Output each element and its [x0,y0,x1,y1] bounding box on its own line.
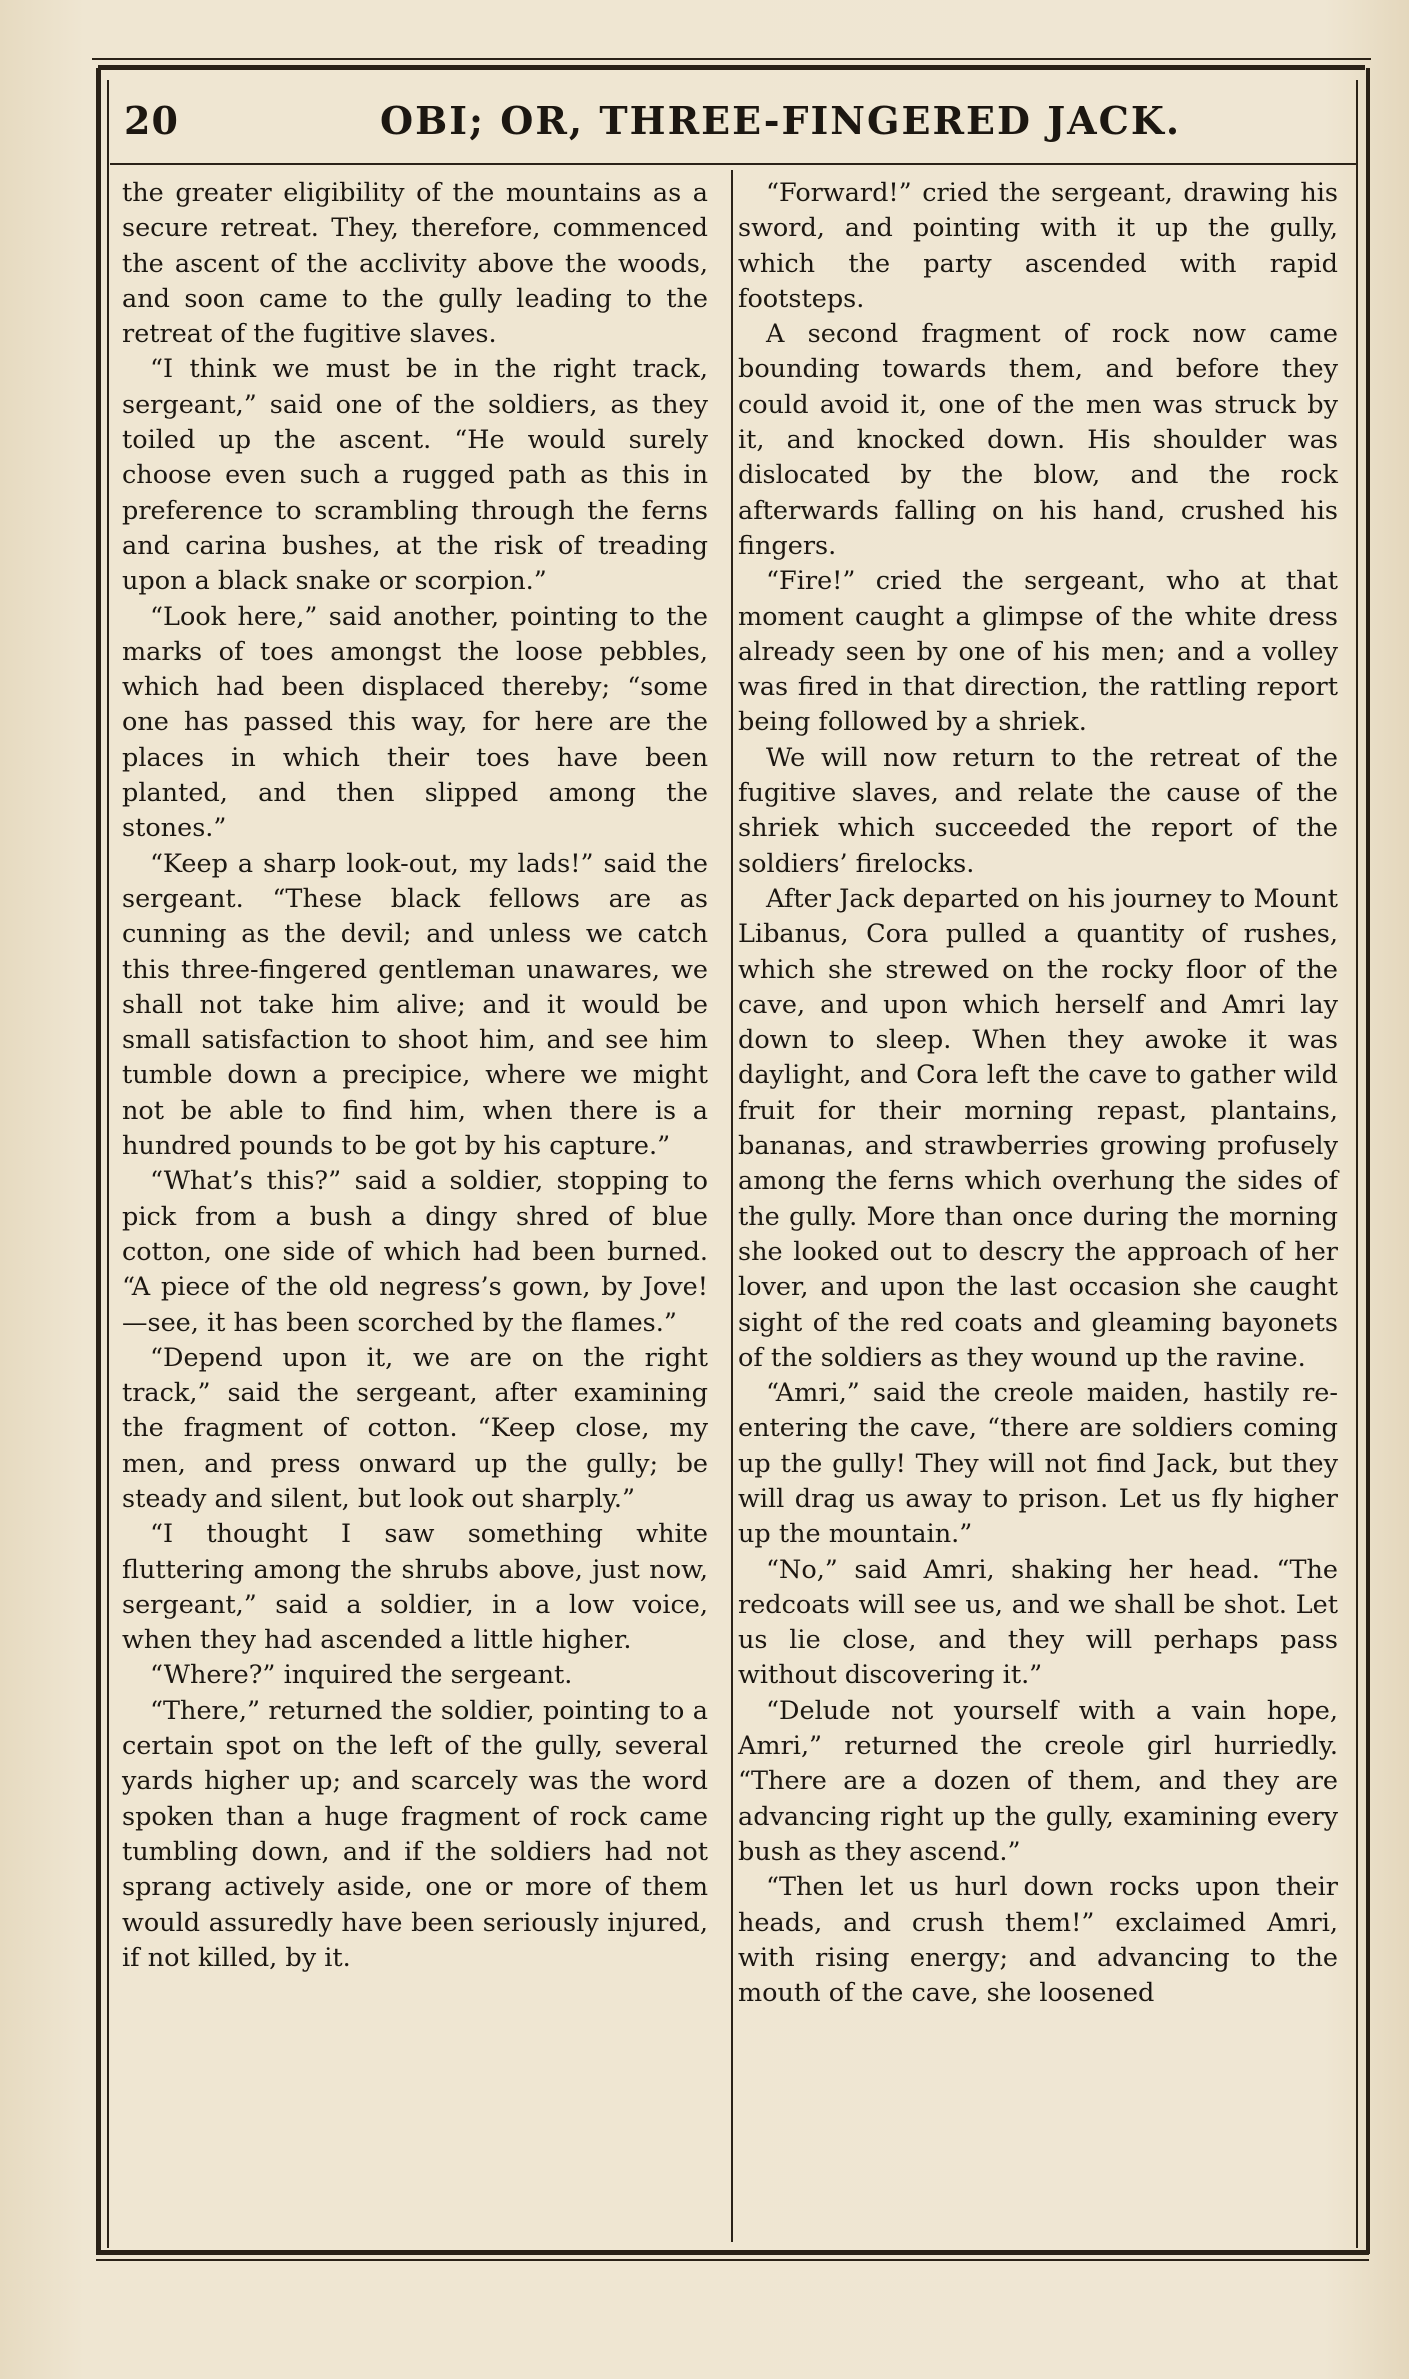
paragraph: “I thought I saw something white fluttering among the shrubs above, just now, sergeant,” said a soldier, in a low voice, when they had ascended a little higher. [122,1519,708,1656]
running-title: OBI; OR, THREE-FINGERED JACK. [380,98,1182,143]
right-inner-rule [1356,80,1358,2248]
left-column [122,176,708,1976]
bottom-border-rule-thick [96,2250,1369,2255]
left-border-rule [96,68,101,2254]
paragraph: “Where?” inquired the sergeant. [150,1660,573,1691]
page-number: 20 [124,98,179,143]
paragraph: “Then let us hurl down rocks upon their heads, and crush them!” exclaimed Amri, with rising energy; and advancing to the mouth of the cave, she loosened [738,1872,1338,2009]
right-column [738,176,1338,2011]
paragraph: “No,” said Amri, shaking her head. “The redcoats will see us, and we shall be shot. Let us lie close, and they will perhaps pass without discovering it.” [738,1554,1338,1691]
paragraph: the greater eligibility of the mountains as a secure retreat. They, therefore, commenced the ascent of the acclivity above the woods, and soon came to the gully leading to the retreat of the fugitive slaves. [122,178,708,350]
bottom-border-rule [96,2259,1369,2261]
paragraph: “What’s this?” said a soldier, stopping to pick from a bush a dingy shred of blue cotton, one side of which had been burned. “A piece of the old negress’s gown, by Jove!—see, it has been scorched by the flames.” [122,1166,708,1338]
column-divider [731,170,733,2242]
paragraph: A second fragment of rock now came bounding towards them, and before they could avoid it, one of the men was struck by it, and knocked down. His shoulder was dislocated by the blow, and the rock afterwards falling on his hand, crushed his fingers. [738,319,1338,561]
top-border-rule [92,58,1371,60]
paragraph: “Fire!” cried the sergeant, who at that moment caught a glimpse of the white dress already seen by one of his men; and a volley was fired in that direction, the rattling report being followed by a shriek. [738,566,1338,738]
paragraph: “Delude not yourself with a vain hope, Amri,” returned the creole girl hurriedly. “There are a dozen of them, and they are advancing right up the gully, examining every bush as they ascend.” [738,1695,1338,1867]
paragraph: “I think we must be in the right track, sergeant,” said one of the soldiers, as they toiled up the ascent. “He would surely choose even such a rugged path as this in preference to scrambling through the ferns and carina bushes, at the risk of treading upon a black snake or scorpion.” [122,354,708,597]
paragraph: “Forward!” cried the sergeant, drawing his sword, and pointing with it up the gully, which the party ascended with rapid footsteps. [738,178,1338,314]
paragraph: We will now return to the retreat of the fugitive slaves, and relate the cause of the shriek which succeeded the report of the soldiers’ firelocks. [738,742,1338,879]
right-border-rule [1366,68,1370,2254]
paragraph: “Look here,” said another, pointing to the marks of toes amongst the loose pebbles, which had been displaced thereby; “some one has passed this way, for here are the places in which their toes have been planted, and then slipped among the stones.” [122,601,708,844]
paragraph: “There,” returned the soldier, pointing to a certain spot on the left of the gully, several yards higher up; and scarcely was the word spoken than a huge fragment of rock came tumbling down, and if the soldiers had not sprang actively aside, one or more of them would assuredly have been seriously injured, if not killed, by it. [122,1695,708,1973]
paragraph: “Amri,” said the creole maiden, hastily re-entering the cave, “there are soldiers coming up the gully! They will not find Jack, but they will drag us away to prison. Let us fly higher up the mountain.” [738,1378,1338,1550]
paragraph: After Jack departed on his journey to Mount Libanus, Cora pulled a quantity of rushes, which she strewed on the rocky floor of the cave, and upon which herself and Amri lay down to sleep. When they awoke it was daylight, and Cora left the cave to gather wild fruit for their morning repast, plantains, bananas, and strawberries growing profusely among the ferns which overhung the sides of the gully. More than once during the morning she looked out to descry the approach of her lover, and upon the last occasion she caught sight of the red coats and gleaming bayonets of the soldiers as they wound up the ravine. [738,883,1338,1373]
paragraph: “Depend upon it, we are on the right track,” said the sergeant, after examining the fragment of cotton. “Keep close, my men, and press onward up the gully; be steady and silent, but look out sharply.” [122,1342,708,1514]
left-inner-rule [107,80,109,2248]
header-rule [110,163,1357,165]
top-border-rule-thick [98,65,1365,70]
paragraph: “Keep a sharp look-out, my lads!” said the sergeant. “These black fellows are as cunning as the devil; and unless we catch this three-fingered gentleman unawares, we shall not take him alive; and it would be small satisfaction to shoot him, and see him tumble down a precipice, where we might not be able to find him, when there is a hundred pounds to be got by his capture.” [122,848,708,1162]
